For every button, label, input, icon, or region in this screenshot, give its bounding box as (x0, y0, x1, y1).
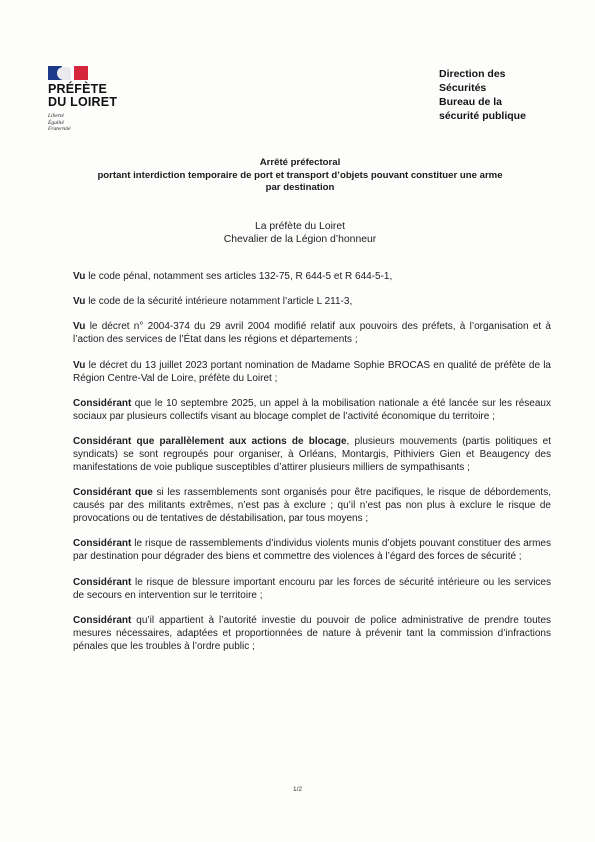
decree-title-line2: portant interdiction temporaire de port et transport d’objets pouvant constituer une arme (97, 169, 503, 181)
paragraph-vu-decret-2004: Vu le décret n° 2004-374 du 29 avril 2004 modifié relatif aux pouvoirs des préfets, à l’organisation et à l’action des services de l’État dans les régions et départements ; (73, 321, 551, 346)
paragraph-vu-code-securite: Vu le code de la sécurité intérieure notamment l’article L 211-3, (73, 296, 353, 308)
marianne-flag-icon (48, 66, 88, 80)
paragraph-considerant-debordements: Considérant que si les rassemblements sont organisés pour être pacifiques, le risque de débordements, causés par des militants extrêmes, n’est pas à exclure ; qu’il n’est pas non plus à exclure le risque de provocations ou de tentatives de déstabilisation, par tous moyens ; (73, 487, 551, 525)
paragraph-considerant-blessure: Considérant le risque de blessure important encouru par les forces de sécurité intérieure ou les services de secours en intervention sur le territoire ; (73, 576, 551, 601)
motto-egalite: Égalité (48, 119, 64, 126)
motto-fraternite: Fraternité (48, 126, 71, 132)
republic-motto (48, 113, 158, 133)
issuing-department (439, 67, 559, 123)
direction-line3: Bureau de la (439, 96, 503, 108)
authority-line1: La préfète du Loiret (254, 221, 346, 232)
decree-title-line1: Arrêté préfectoral (259, 157, 341, 168)
authority-line2: Chevalier de la Légion d’honneur (223, 234, 377, 245)
prefecture-name-line2: DU LOIRET (48, 95, 118, 109)
prefecture-logo (48, 66, 158, 133)
direction-line1: Direction des (439, 68, 506, 80)
paragraph-considerant-armes: Considérant le risque de rassemblements d’individus violents munis d’objets pouvant constituer des armes par destination pour dégrader des biens et commettre des violences à l’égard des forces de sécurité ; (73, 538, 551, 563)
paragraph-vu-decret-2023: Vu le décret du 13 juillet 2023 portant nomination de Madame Sophie BROCAS en qualité de préfète de la Région Centre-Val de Loire, préfète du Loiret ; (73, 359, 551, 384)
paragraph-vu-code-penal: Vu le code pénal, notamment ses articles 132-75, R 644-5 et R 644-5-1, (73, 271, 393, 282)
paragraph-considerant-manifestations: Considérant que parallèlement aux actions de blocage, plusieurs mouvements (partis politiques et syndicats) se sont regroupés pour organiser, à Orléans, Montargis, Pithiviers Gien et Beaugency des manifestations de voie publique susceptibles d’attirer plusieurs milliers de sympathisants ; (73, 435, 552, 473)
paragraph-considerant-mobilisation: Considérant que le 10 septembre 2025, un appel à la mobilisation nationale a été lancée sur les réseaux sociaux par plusieurs collectifs visant au blocage complet de l’activité économique du territoire ; (73, 397, 551, 422)
issuing-authority (100, 220, 500, 246)
direction-line2: Sécurités (439, 82, 487, 94)
decree-title (60, 157, 540, 195)
prefecture-name-line1: PRÉFÈTE (48, 82, 108, 96)
direction-line4: sécurité publique (439, 110, 526, 122)
paragraph-considerant-police: Considérant qu’il appartient à l’autorité investie du pouvoir de police administrative de prendre toutes mesures nécessaires, adaptées et proportionnées de nature à prévenir tant la commission d’infractions pénales que les troubles à l’ordre public ; (73, 614, 551, 652)
page-number: 1/2 (292, 786, 303, 793)
motto-liberte: Liberté (48, 113, 64, 119)
decree-title-line3: par destination (265, 182, 335, 193)
decree-body (73, 270, 551, 665)
